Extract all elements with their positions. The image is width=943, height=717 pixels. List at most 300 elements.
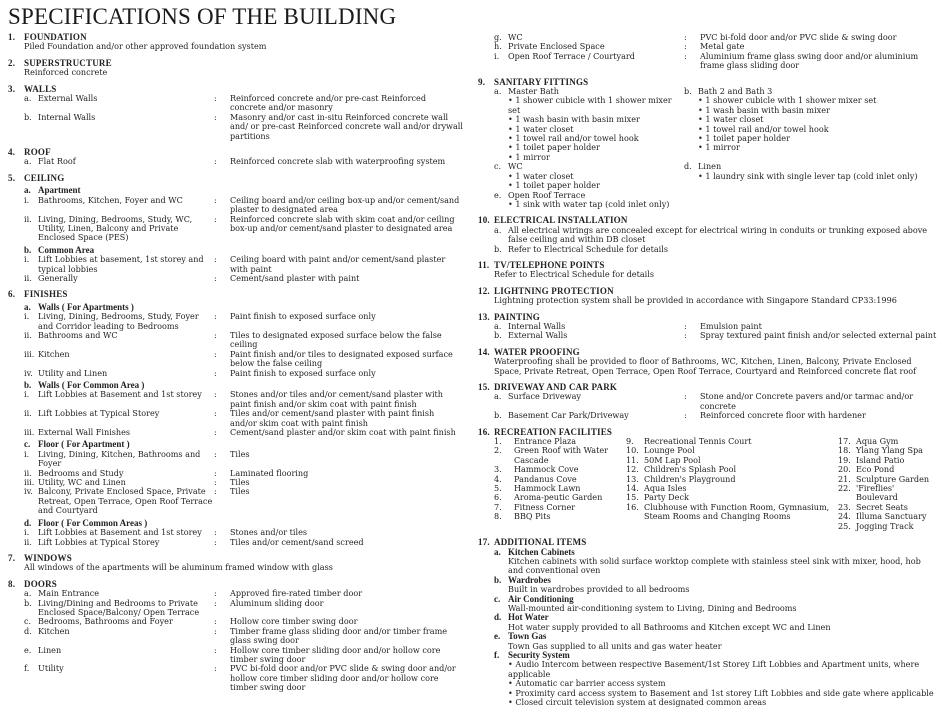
facility-name: BBQ Pits (514, 511, 551, 522)
facility-name: 50M Lap Pool (644, 454, 701, 465)
facility-number: 22. (838, 483, 851, 494)
spec-label-group (24, 331, 214, 350)
spec-value: Approved fire-rated timber door (230, 588, 363, 599)
spec-value: PVC bi-fold door and/or PVC slide & swing door (700, 32, 897, 42)
section-doors-continued (478, 33, 938, 71)
facility-number: 20. (838, 464, 851, 475)
sanitary-group (494, 162, 684, 190)
facility-name: Secret Seats (856, 501, 908, 512)
section-body (8, 94, 463, 141)
spec-row (24, 428, 463, 437)
item-marker: i. (24, 389, 30, 400)
spec-label: Linen (38, 644, 62, 655)
section-title: FINISHES (24, 289, 68, 300)
separator-colon: : (214, 111, 217, 122)
facility-number: 10. (626, 445, 639, 456)
item-marker: a. (24, 156, 32, 167)
spec-label: Lift Lobbies at basement, 1st storey and typical lobbies (38, 254, 204, 274)
security-item: • Automatic car barrier access system (508, 679, 938, 688)
facility-number: 12. (626, 464, 639, 475)
spec-row (24, 487, 463, 515)
separator-colon: : (214, 389, 217, 400)
spec-value: Reinforced concrete slab with skim coat and/or ceiling box-up and/or cement/sand plaster to designated area (230, 213, 455, 233)
item-marker: i. (24, 448, 30, 459)
fixture-item: • 1 wash basin with basin mixer (508, 115, 684, 124)
spec-value: Ceiling board and/or ceiling box-up and/or cement/sand plaster to designated area (230, 194, 460, 215)
sanitary-group (494, 87, 684, 162)
spec-value: Paint finish to exposed surface only (230, 311, 376, 322)
section-heading (8, 174, 463, 183)
spec-label-group (24, 215, 214, 243)
section-body (8, 42, 463, 51)
item-marker: h. (494, 41, 502, 52)
item-marker: b. (684, 86, 692, 97)
spec-label: Lift Lobbies at Typical Storey (38, 536, 160, 547)
fixture-item: • 1 shower cubicle with 1 shower mixer set (508, 96, 684, 115)
spec-text: All electrical wirings are concealed except for electrical wiring in conduits or trunking exposed above false ceiling and within DB closet (508, 224, 928, 245)
facility-item (494, 512, 626, 521)
spec-label-group (24, 274, 214, 283)
spec-value: Stones and/or tiles (230, 527, 308, 538)
subsection-body (494, 604, 938, 613)
section-text: Reinforced concrete (24, 67, 108, 78)
subsection-title: Floor ( For Apartment ) (38, 439, 130, 450)
subsection-title: Walls ( For Apartments ) (38, 301, 134, 312)
item-marker: d. (24, 625, 32, 636)
spec-label-group (24, 369, 214, 378)
item-marker: f. (24, 663, 30, 674)
section-body (8, 68, 463, 77)
subsection-text: Hot water supply provided to all Bathrooms and Kitchen except WC and Linen (508, 621, 831, 632)
facility-item (494, 446, 626, 465)
spec-row (24, 627, 463, 646)
facility-number: 24. (838, 511, 851, 522)
spec-row (24, 196, 463, 215)
spec-label: Lift Lobbies at Basement and 1st storey (38, 389, 202, 400)
item-marker: b. (24, 597, 32, 608)
item-marker: i. (24, 194, 30, 205)
spec-label-group (24, 196, 214, 215)
item-marker: iii. (24, 348, 35, 359)
spec-label: Internal Walls (38, 111, 96, 122)
separator-colon: : (214, 477, 217, 488)
section-title: ADDITIONAL ITEMS (494, 537, 587, 548)
fixture-item: • 1 toilet paper holder (508, 181, 684, 190)
section-body (478, 226, 938, 254)
spec-label: Living, Dining, Bedrooms, Study, Foyer and Corridor leading to Bedrooms (38, 311, 199, 331)
fixture-item: • 1 wash basin with basin mixer (698, 106, 938, 115)
subsection (24, 381, 463, 437)
separator-colon: : (214, 254, 217, 265)
item-marker: e. (24, 644, 32, 655)
fixture-item: • 1 sink with water tap (cold inlet only) (508, 200, 938, 209)
separator-colon: : (214, 486, 217, 497)
sanitary-group (494, 191, 938, 210)
section-title: SANITARY FITTINGS (494, 76, 589, 87)
separator-colon: : (214, 427, 217, 438)
section-body (478, 87, 938, 209)
spec-label: Utility, WC and Linen (38, 477, 126, 488)
subsection-title: Walls ( For Common Area ) (38, 380, 145, 390)
spec-label-group (494, 411, 684, 420)
subsection-body (494, 623, 938, 632)
section-body (478, 322, 938, 341)
item-marker: a. (24, 588, 32, 599)
right-column (478, 33, 938, 714)
sanitary-group-label: Open Roof Terrace (508, 189, 586, 200)
facilities-column (838, 437, 938, 531)
fixture-list (494, 172, 684, 191)
section-number: 14. (478, 346, 490, 357)
sanitary-group-label: Bath 2 and Bath 3 (698, 86, 773, 97)
item-marker: b. (24, 244, 32, 255)
item-marker: i. (24, 527, 30, 538)
facility-name: Pandanus Cove (514, 473, 577, 484)
subsection-body (494, 557, 938, 576)
section-text: Lightning protection system shall be provided in accordance with Singapore Standard CP33:1996 (494, 295, 897, 306)
section-number: 13. (478, 311, 490, 322)
fixture-item: • 1 mirror (508, 153, 684, 162)
facility-name: Children's Splash Pool (644, 464, 737, 475)
section-text: Refer to Electrical Schedule for details (494, 269, 654, 280)
spec-row (24, 350, 463, 369)
separator-colon: : (684, 391, 687, 402)
facility-item (838, 484, 938, 503)
facility-name: Island Patio (856, 454, 905, 465)
section-roof (8, 148, 463, 167)
separator-colon: : (684, 410, 687, 421)
spec-label: Living, Dining, Bedrooms, Study, WC, Utility, Linen, Balcony and Private Enclosed Space (PES) (38, 213, 193, 243)
item-marker: b. (494, 410, 502, 421)
subsection (24, 186, 463, 242)
spec-value: Timber frame glass sliding door and/or timber frame glass swing door (230, 625, 448, 646)
spec-label-group (24, 409, 214, 428)
separator-colon: : (214, 663, 217, 674)
spec-label-group (24, 255, 214, 274)
facility-number: 16. (626, 501, 639, 512)
section-number: 8. (8, 578, 16, 589)
facility-number: 8. (494, 511, 502, 522)
subsection-text: Town Gas supplied to all units and gas water heater (508, 640, 722, 651)
fixture-item: • 1 mirror (698, 143, 938, 152)
section-foundation (8, 33, 463, 52)
left-column (8, 33, 463, 700)
sanitary-group-label: Linen (698, 161, 722, 172)
section-body (478, 296, 938, 305)
facility-number: 11. (626, 454, 639, 465)
item-marker: b. (494, 243, 502, 254)
facility-name: Aqua Isles (644, 483, 687, 494)
section-windows (8, 554, 463, 573)
fixture-item: • 1 laundry sink with single lever tap (cold inlet only) (698, 172, 938, 181)
spec-value: Metal gate (700, 41, 745, 52)
section-number: 15. (478, 382, 490, 392)
subsection-title: Security System (508, 649, 570, 660)
spec-label: Internal Walls (508, 320, 566, 331)
sanitary-grid (494, 87, 938, 209)
facility-number: 3. (494, 464, 502, 475)
facility-name: Sculpture Garden (856, 473, 930, 484)
spec-value: Aluminum sliding door (230, 597, 324, 608)
facility-item (838, 522, 938, 531)
separator-colon: : (214, 448, 217, 459)
separator-colon: : (214, 329, 217, 340)
separator-colon: : (214, 194, 217, 205)
fixture-item: • 1 toilet paper holder (508, 143, 684, 152)
facility-name: Hammock Lawn (514, 483, 581, 494)
spec-label: Lift Lobbies at Basement and 1st storey (38, 527, 202, 538)
section-number: 7. (8, 552, 16, 563)
item-marker: e. (494, 631, 501, 642)
item-marker: d. (24, 517, 32, 528)
fixture-item: • 1 towel rail and/or towel hook (508, 134, 684, 143)
section-title: WINDOWS (24, 552, 72, 563)
facility-number: 14. (626, 483, 639, 494)
facility-number: 23. (838, 501, 851, 512)
item-marker: iv. (24, 486, 33, 497)
subsection-title: Apartment (38, 185, 81, 196)
section-number: 2. (8, 57, 16, 68)
spec-label: Generally (38, 272, 78, 283)
spec-label: Bedrooms, Bathrooms and Foyer (38, 616, 173, 627)
sanitary-group-label: Master Bath (508, 86, 559, 97)
facility-number: 9. (626, 436, 634, 447)
spec-label: WC (508, 32, 523, 42)
facility-number: 21. (838, 473, 851, 484)
separator-colon: : (214, 625, 217, 636)
separator-colon: : (684, 32, 687, 42)
item-marker: ii. (24, 536, 32, 547)
sanitary-group-label: WC (508, 161, 523, 172)
item-marker: d. (494, 612, 502, 623)
subsection-title: Common Area (38, 244, 95, 255)
section-title: DRIVEWAY AND CAR PARK (494, 382, 618, 392)
facility-number: 5. (494, 483, 502, 494)
spec-value: Reinforced concrete slab with waterproofing system (230, 156, 446, 167)
spec-label-group (24, 390, 214, 409)
spec-value: Tiles (230, 448, 250, 459)
spec-row (24, 538, 463, 547)
subsection-title: Hot Water (508, 612, 549, 623)
section-number: 3. (8, 83, 16, 94)
section-body (478, 392, 938, 420)
fixture-item: • 1 water closet (508, 172, 684, 181)
spec-row (24, 390, 463, 409)
spec-label-group (494, 52, 684, 71)
spec-value: Stones and/or tiles and/or cement/sand plaster with paint finish and/or skim coat with paint finish (230, 389, 444, 409)
section-number: 10. (478, 215, 490, 226)
spec-row (24, 113, 463, 141)
separator-colon: : (214, 93, 217, 104)
item-marker: a. (494, 546, 501, 557)
item-marker: c. (494, 161, 502, 172)
separator-colon: : (214, 536, 217, 547)
facility-number: 19. (838, 454, 851, 465)
facility-name: Recreational Tennis Court (644, 436, 752, 447)
section-sanitary (478, 78, 938, 210)
separator-colon: : (214, 588, 217, 599)
facility-name: Party Deck (644, 492, 689, 503)
facility-name: Hammock Cove (514, 464, 579, 475)
section-title: PAINTING (494, 311, 540, 322)
fixture-item: • 1 water closet (508, 125, 684, 134)
spec-label: Main Entrance (38, 588, 100, 599)
spec-label: Utility (38, 663, 64, 674)
section-body (478, 437, 938, 531)
facility-name: Aqua Gym (856, 436, 899, 447)
sanitary-group (684, 162, 938, 190)
spec-label-group (24, 627, 214, 646)
separator-colon: : (214, 597, 217, 608)
section-title: FOUNDATION (24, 32, 87, 42)
section-body (478, 357, 938, 376)
spec-label-group (24, 428, 214, 437)
section-number: 9. (478, 76, 486, 87)
section-additional (478, 538, 938, 707)
facilities-column (494, 437, 626, 531)
facility-name: Entrance Plaza (514, 436, 577, 447)
item-marker: ii. (24, 408, 32, 419)
security-item: • Audio Intercom between respective Basement/1st Storey Lift Lobbies and Apartment units, where applicable (508, 660, 938, 679)
spec-value: Hollow core timber sliding door and/or hollow core timber swing door (230, 644, 441, 664)
spec-row (494, 331, 938, 340)
subsection-text: Built in wardrobes provided to all bedrooms (508, 584, 690, 595)
spec-value: Tiles and/or cement/sand screed (230, 536, 364, 547)
subsection-title: Town Gas (508, 631, 547, 642)
spec-row (24, 215, 463, 243)
item-marker: b. (494, 574, 502, 585)
spec-row (24, 599, 463, 618)
section-title: SUPERSTRUCTURE (24, 57, 112, 68)
separator-colon: : (684, 41, 687, 52)
section-body (8, 563, 463, 572)
item-marker: a. (24, 93, 32, 104)
facility-number: 18. (838, 445, 851, 456)
section-title: LIGHTNING PROTECTION (494, 285, 614, 296)
separator-colon: : (684, 330, 687, 341)
section-walls (8, 85, 463, 141)
section-number: 6. (8, 289, 16, 300)
section-electrical (478, 216, 938, 254)
item-marker: a. (494, 320, 502, 331)
separator-colon: : (214, 213, 217, 224)
spec-label: External Walls (38, 93, 98, 104)
spec-value: Reinforced concrete floor with hardener (700, 410, 866, 421)
spec-label: Utility and Linen (38, 367, 108, 378)
item-marker: c. (24, 616, 32, 627)
spec-label-group (24, 312, 214, 331)
facility-number: 13. (626, 473, 639, 484)
facility-name: Fitness Corner (514, 501, 576, 512)
facility-number: 4. (494, 473, 502, 484)
spec-label: Lift Lobbies at Typical Storey (38, 408, 160, 419)
fixture-item: • 1 towel rail and/or towel hook (698, 125, 938, 134)
section-body (8, 186, 463, 283)
fixture-item: • 1 toilet paper holder (698, 134, 938, 143)
subsection-body (494, 660, 938, 707)
fixture-item: • 1 shower cubicle with 1 shower mixer set (698, 96, 938, 105)
spec-label: Private Enclosed Space (508, 41, 605, 52)
subsection-title: Kitchen Cabinets (508, 546, 575, 557)
item-marker: i. (494, 50, 500, 61)
item-marker: d. (684, 161, 692, 172)
item-marker: ii. (24, 213, 32, 224)
facilities-grid (494, 437, 938, 531)
spec-row (24, 450, 463, 469)
item-marker: ii. (24, 467, 32, 478)
item-marker: a. (24, 185, 31, 196)
spec-value: Cement/sand plaster and/or skim coat with paint finish (230, 427, 456, 438)
separator-colon: : (214, 408, 217, 419)
subsection (24, 303, 463, 378)
spec-value: Ceiling board with paint and/or cement/sand plaster with paint (230, 254, 446, 274)
facility-name: Illuma Sanctuary (856, 511, 927, 522)
spec-label-group (24, 450, 214, 469)
section-doors (8, 580, 463, 693)
section-number: 1. (8, 32, 16, 42)
spec-text: Refer to Electrical Schedule for details (508, 243, 668, 254)
separator-colon: : (214, 467, 217, 478)
item-marker: ii. (24, 272, 32, 283)
fixture-list (494, 96, 684, 162)
section-lightning (478, 287, 938, 306)
section-number: 4. (8, 147, 16, 158)
spec-row (24, 274, 463, 283)
spec-label: Surface Driveway (508, 391, 581, 402)
section-body (478, 33, 938, 71)
section-superstructure (8, 59, 463, 78)
spec-value: Reinforced concrete and/or pre-cast Reinforced concrete and/or masonry (230, 93, 427, 113)
facility-name: Children's Playground (644, 473, 736, 484)
spec-label-group (24, 646, 214, 665)
spec-value: Spray textured paint finish and/or selected external paint (700, 330, 937, 341)
item-marker: iii. (24, 427, 35, 438)
separator-colon: : (214, 367, 217, 378)
item-marker: a. (494, 224, 502, 235)
spec-row (24, 409, 463, 428)
spec-row (24, 312, 463, 331)
section-title: TV/TELEPHONE POINTS (494, 259, 605, 270)
spec-row (494, 226, 938, 245)
section-finishes (8, 290, 463, 547)
facility-name: Jogging Track (856, 520, 914, 531)
facility-name: Eco Pond (856, 464, 895, 475)
spec-label: Living/Dining and Bedrooms to Private Enclosed Space/Balcony/ Open Terrace (38, 597, 200, 617)
spec-label: Basement Car Park/Driveway (508, 410, 629, 421)
spec-label: Living, Dining, Kitchen, Bathrooms and Foyer (38, 448, 201, 469)
spec-row (24, 94, 463, 113)
fixture-list (684, 172, 938, 181)
section-text: Piled Foundation and/or other approved foundation system (24, 41, 267, 52)
item-marker: iii. (24, 477, 35, 488)
spec-label-group (24, 94, 214, 113)
subsection-title: Air Conditioning (508, 593, 574, 604)
section-title: WALLS (24, 83, 57, 94)
section-body (8, 303, 463, 547)
item-marker: ii. (24, 329, 32, 340)
section-title: CEILING (24, 172, 65, 183)
facility-name: Aroma-peutic Garden (514, 492, 603, 503)
spec-value: Aluminium frame glass swing door and/or aluminium frame glass sliding door (700, 50, 919, 71)
section-body (478, 548, 938, 708)
facility-number: 25. (838, 520, 851, 531)
sanitary-group (684, 87, 938, 162)
spec-label-group (24, 157, 214, 166)
item-marker: b. (24, 111, 32, 122)
spec-label: Balcony, Private Enclosed Space, Private Retreat, Open Terrace, Open Roof Terrace and Courtyard (38, 486, 213, 516)
spec-label: Bathrooms and WC (38, 329, 118, 340)
section-number: 16. (478, 426, 490, 437)
